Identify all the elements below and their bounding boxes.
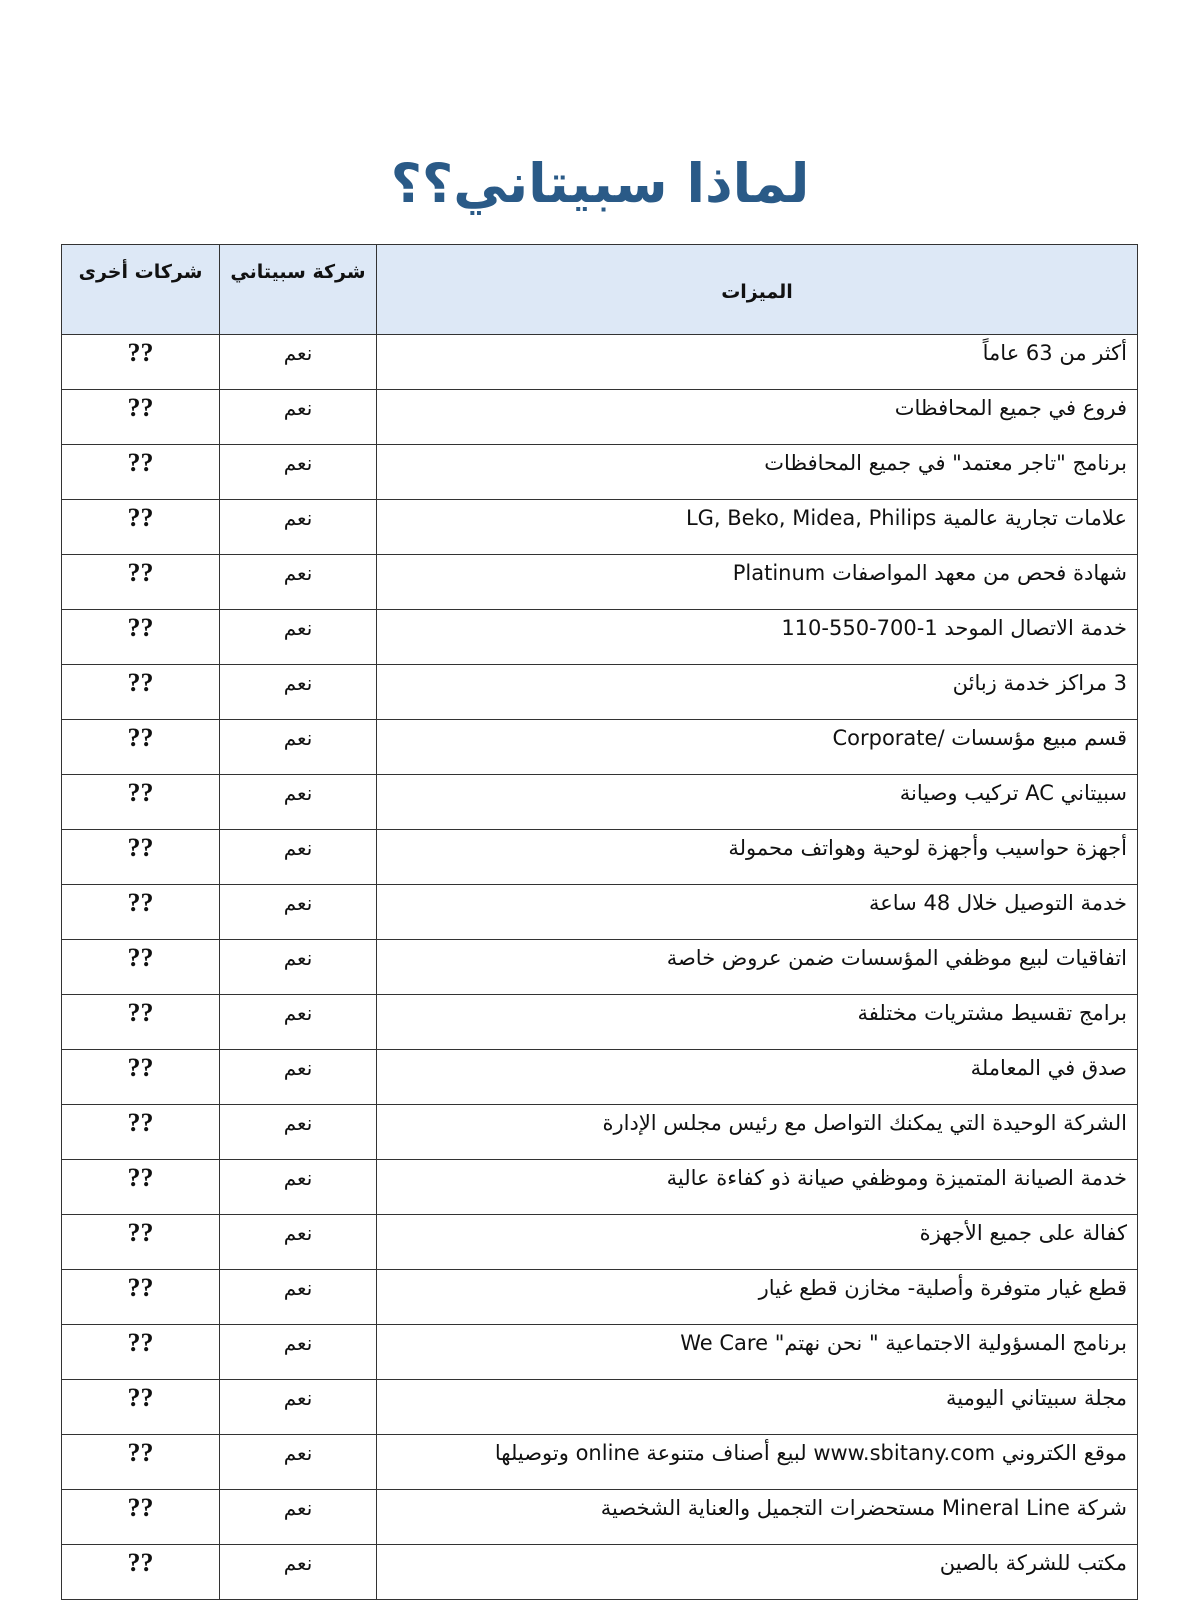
table-row bbox=[62, 830, 1138, 885]
table-header bbox=[62, 245, 1138, 335]
table-row bbox=[62, 1490, 1138, 1545]
company-value-cell: نعم bbox=[220, 335, 377, 390]
company-value-cell: نعم bbox=[220, 1380, 377, 1435]
others-value-cell: ?? bbox=[62, 335, 220, 390]
others-value-cell: ?? bbox=[62, 885, 220, 940]
table-body bbox=[62, 335, 1138, 1600]
feature-cell: أجهزة حواسيب وأجهزة لوحية وهواتف محمولة bbox=[377, 830, 1138, 885]
company-value-cell: نعم bbox=[220, 1160, 377, 1215]
table-row bbox=[62, 720, 1138, 775]
table-row bbox=[62, 995, 1138, 1050]
table-row bbox=[62, 1325, 1138, 1380]
company-value-cell: نعم bbox=[220, 1105, 377, 1160]
table-row bbox=[62, 445, 1138, 500]
company-value-cell: نعم bbox=[220, 1325, 377, 1380]
company-value-cell: نعم bbox=[220, 1435, 377, 1490]
company-value-cell: نعم bbox=[220, 1215, 377, 1270]
feature-cell: قسم مبيع مؤسسات /Corporate bbox=[377, 720, 1138, 775]
table-row bbox=[62, 1545, 1138, 1600]
others-value-cell: ?? bbox=[62, 1545, 220, 1600]
others-value-cell: ?? bbox=[62, 1490, 220, 1545]
feature-cell: قطع غيار متوفرة وأصلية- مخازن قطع غيار bbox=[377, 1270, 1138, 1325]
others-value-cell: ?? bbox=[62, 1215, 220, 1270]
header-features: الميزات bbox=[377, 245, 1138, 335]
company-value-cell: نعم bbox=[220, 1545, 377, 1600]
company-value-cell: نعم bbox=[220, 775, 377, 830]
feature-cell: برنامج "تاجر معتمد" في جميع المحافظات bbox=[377, 445, 1138, 500]
others-value-cell: ?? bbox=[62, 775, 220, 830]
feature-cell: الشركة الوحيدة التي يمكنك التواصل مع رئيس مجلس الإدارة bbox=[377, 1105, 1138, 1160]
feature-cell: كفالة على جميع الأجهزة bbox=[377, 1215, 1138, 1270]
others-value-cell: ?? bbox=[62, 1105, 220, 1160]
table-row bbox=[62, 1160, 1138, 1215]
feature-cell: صدق في المعاملة bbox=[377, 1050, 1138, 1105]
comparison-table bbox=[61, 244, 1138, 1600]
table-row bbox=[62, 610, 1138, 665]
feature-cell: برامج تقسيط مشتريات مختلفة bbox=[377, 995, 1138, 1050]
others-value-cell: ?? bbox=[62, 830, 220, 885]
feature-cell: شركة Mineral Line مستحضرات التجميل والعناية الشخصية bbox=[377, 1490, 1138, 1545]
company-value-cell: نعم bbox=[220, 1270, 377, 1325]
page-title: لماذا سبيتاني؟؟ bbox=[390, 152, 810, 216]
others-value-cell: ?? bbox=[62, 1435, 220, 1490]
others-value-cell: ?? bbox=[62, 1380, 220, 1435]
feature-cell: أكثر من 63 عاماً bbox=[377, 335, 1138, 390]
table-row bbox=[62, 500, 1138, 555]
feature-cell: خدمة الاتصال الموحد 1-700-550-110 bbox=[377, 610, 1138, 665]
others-value-cell: ?? bbox=[62, 610, 220, 665]
company-value-cell: نعم bbox=[220, 390, 377, 445]
company-value-cell: نعم bbox=[220, 555, 377, 610]
others-value-cell: ?? bbox=[62, 995, 220, 1050]
feature-cell: علامات تجارية عالمية LG, Beko, Midea, Philips bbox=[377, 500, 1138, 555]
table-row bbox=[62, 665, 1138, 720]
feature-cell: سبيتاني AC تركيب وصيانة bbox=[377, 775, 1138, 830]
table-row bbox=[62, 390, 1138, 445]
company-value-cell: نعم bbox=[220, 665, 377, 720]
others-value-cell: ?? bbox=[62, 1270, 220, 1325]
table-row bbox=[62, 335, 1138, 390]
table-row bbox=[62, 1380, 1138, 1435]
feature-cell: اتفاقيات لبيع موظفي المؤسسات ضمن عروض خاصة bbox=[377, 940, 1138, 995]
company-value-cell: نعم bbox=[220, 1490, 377, 1545]
feature-cell: خدمة التوصيل خلال 48 ساعة bbox=[377, 885, 1138, 940]
company-value-cell: نعم bbox=[220, 445, 377, 500]
table-row bbox=[62, 775, 1138, 830]
feature-cell: شهادة فحص من معهد المواصفات Platinum bbox=[377, 555, 1138, 610]
table-row bbox=[62, 555, 1138, 610]
company-value-cell: نعم bbox=[220, 885, 377, 940]
header-company: شركة سبيتاني bbox=[220, 245, 377, 335]
others-value-cell: ?? bbox=[62, 500, 220, 555]
feature-cell: فروع في جميع المحافظات bbox=[377, 390, 1138, 445]
company-value-cell: نعم bbox=[220, 830, 377, 885]
others-value-cell: ?? bbox=[62, 555, 220, 610]
feature-cell: خدمة الصيانة المتميزة وموظفي صيانة ذو كفاءة عالية bbox=[377, 1160, 1138, 1215]
table-row bbox=[62, 1270, 1138, 1325]
feature-cell: برنامج المسؤولية الاجتماعية " نحن نهتم" We Care bbox=[377, 1325, 1138, 1380]
company-value-cell: نعم bbox=[220, 940, 377, 995]
others-value-cell: ?? bbox=[62, 1325, 220, 1380]
company-value-cell: نعم bbox=[220, 995, 377, 1050]
feature-cell: مجلة سبيتاني اليومية bbox=[377, 1380, 1138, 1435]
table-row bbox=[62, 1215, 1138, 1270]
table-row bbox=[62, 1435, 1138, 1490]
company-value-cell: نعم bbox=[220, 500, 377, 555]
company-value-cell: نعم bbox=[220, 1050, 377, 1105]
others-value-cell: ?? bbox=[62, 1050, 220, 1105]
feature-cell: 3 مراكز خدمة زبائن bbox=[377, 665, 1138, 720]
company-value-cell: نعم bbox=[220, 610, 377, 665]
others-value-cell: ?? bbox=[62, 445, 220, 500]
header-other-companies: شركات أخرى bbox=[62, 245, 220, 335]
others-value-cell: ?? bbox=[62, 390, 220, 445]
feature-cell: موقع الكتروني www.sbitany.com لبيع أصناف متنوعة online وتوصيلها bbox=[377, 1435, 1138, 1490]
others-value-cell: ?? bbox=[62, 665, 220, 720]
others-value-cell: ?? bbox=[62, 940, 220, 995]
others-value-cell: ?? bbox=[62, 1160, 220, 1215]
header-row bbox=[62, 245, 1138, 335]
table-row bbox=[62, 1105, 1138, 1160]
table-row bbox=[62, 940, 1138, 995]
others-value-cell: ?? bbox=[62, 720, 220, 775]
feature-cell: مكتب للشركة بالصين bbox=[377, 1545, 1138, 1600]
table-row bbox=[62, 885, 1138, 940]
company-value-cell: نعم bbox=[220, 720, 377, 775]
table-row bbox=[62, 1050, 1138, 1105]
